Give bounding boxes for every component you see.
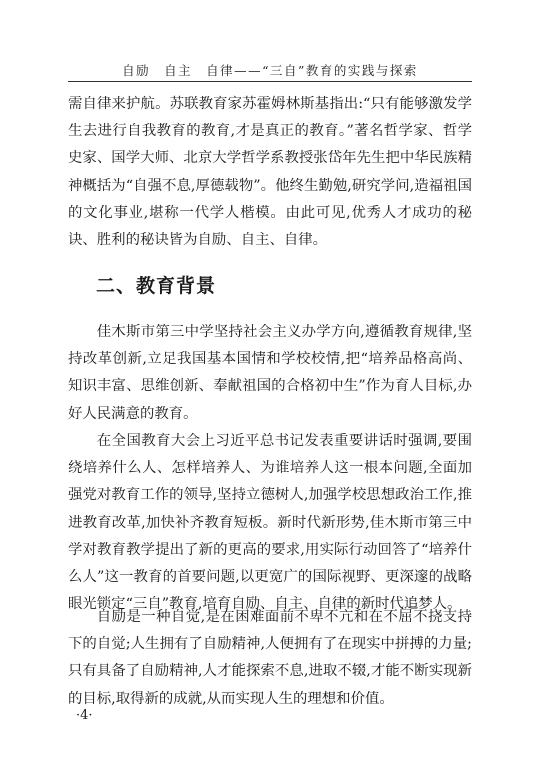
section-heading: 二、教育背景 [96, 275, 217, 297]
paragraph-education-conference: 在全国教育大会上习近平总书记发表重要讲话时强调,要围绕培养什么人、怎样培养人、为谁培养人这一根本问题,全面加强党对教育工作的领导,坚持立德树人,加强学校思想政治工作,推进教育改革,加快补齐教育短板。新时代新形势,佳木斯市第三中学对教育教学提出了新的更高的要求,用实际行动回答了“培养什么人”这一教育的首要问题,以更宽广的国际视野、更深邃的战略眼光锁定“三自”教育,培育自励、自主、自律的新时代追梦人。 [68, 433, 472, 613]
paragraph-intro: 需自律来护航。苏联教育家苏霍姆林斯基指出:“只有能够激发学生去进行自我教育的教育,才是真正的教育。”著名哲学家、哲学史家、国学大师、北京大学哲学系教授张岱年先生把中华民族精神概括为“自强不息,厚德载物”。他终生勤勉,研究学问,造福祖国的文化事业,堪称一代学人楷模。由此可见,优秀人才成功的秘诀、胜利的秘诀皆为自励、自主、自律。 [68, 96, 472, 249]
paragraph-school-direction: 佳木斯市第三中学坚持社会主义办学方向,遵循教育规律,坚持改革创新,立足我国基本国情和学校校情,把“培养品格高尚、知识丰富、思维创新、奉献祖国的合格初中生”作为育人目标,办好人民满意的教育。 [68, 324, 472, 422]
page-number: ·4· [76, 708, 93, 723]
paragraph-self-motivation: 自励是一种自觉,是在困难面前不卑不亢和在不屈不挠支持下的自觉;人生拥有了自励精神,人便拥有了在现实中拼搏的力量;只有具备了自励精神,人才能探索不息,进取不辍,才能不断实现新的目标,取得新的成就,从而实现人生的理想和价值。 [68, 609, 472, 707]
header-rule [68, 81, 472, 82]
running-header: 自励 自主 自律——“三自”教育的实践与探索 [122, 63, 418, 78]
